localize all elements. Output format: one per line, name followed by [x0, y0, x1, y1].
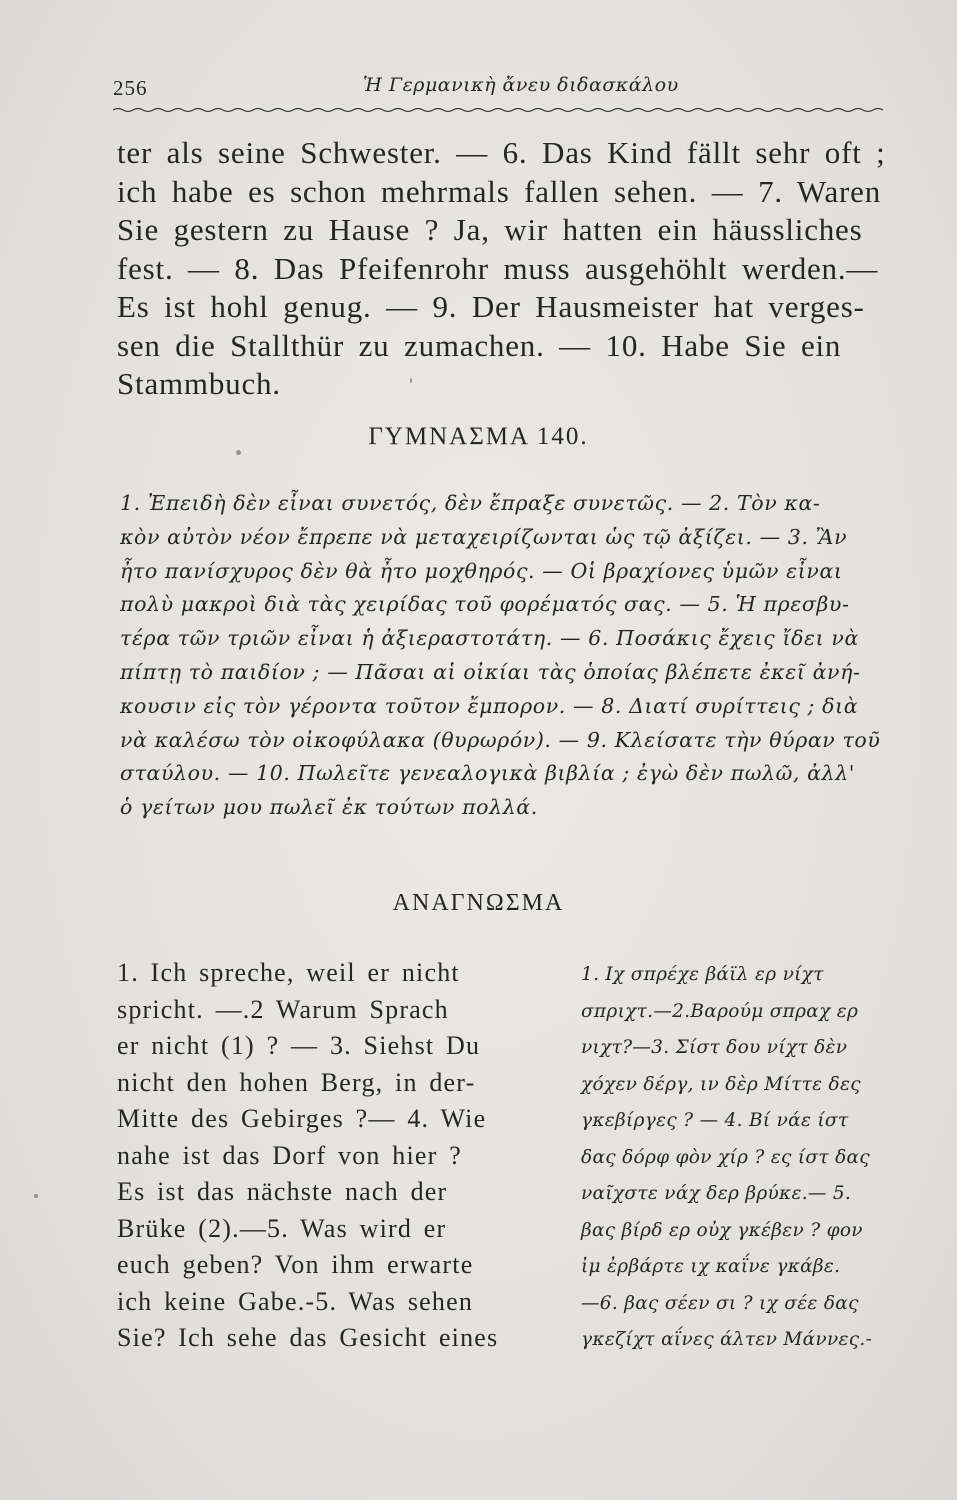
text-line: ὁ γείτων μου πωλεῖ ἐκ τούτων πολλά. [120, 795, 538, 820]
reading-german-column [117, 955, 557, 1357]
text-line: ich habe es schon mehrmals fallen sehen. — 7. Waren [117, 173, 882, 209]
paper-speck [236, 450, 241, 455]
exercise-heading: ΓΥΜΝΑΣΜΑ 140. [368, 423, 589, 450]
text-line: er nicht (1) ? — 3. Siehst Du [117, 1031, 481, 1060]
text-line: δας δόρφ φὸν χίρ ? ες ίστ δας [581, 1146, 870, 1168]
text-line: Stammbuch. [117, 366, 281, 401]
text-line: τέρα τῶν τριῶν εἶναι ἡ ἀξιεραστοτάτη. — 6. Ποσάκις ἔχεις ἴδει νὰ [120, 626, 859, 651]
text-line: 1. Ἐπειδὴ δὲν εἶναι συνετός, δὲν ἔπραξε συνετῶς. — 2. Τὸν κα- [120, 491, 821, 515]
text-line: βας βίρδ ερ οὐχ γκέβεν ? φον [581, 1219, 863, 1241]
text-line: 1. Ιχ σπρέχε βάϊλ ερ νίχτ [581, 964, 824, 985]
text-line: γκεβίργες ? — 4. Βί νάε ίστ [581, 1110, 849, 1131]
text-line: ἰμ ἐρβάρτε ιχ καΐνε γκάβε. [581, 1256, 841, 1277]
text-line: Mitte des Gebirges ?— 4. Wie [117, 1104, 487, 1133]
text-line: πολὺ μακροὶ διὰ τὰς χειρίδας τοῦ φορέματός σας. — 5. Ἡ πρεσβυ- [120, 592, 850, 617]
text-line: ter als seine Schwester. — 6. Das Kind fällt sehr oft ; [117, 135, 886, 170]
text-line: fest. — 8. Das Pfeifenrohr muss ausgehöhlt werden.— [117, 250, 879, 286]
text-line: —6. βας σέεν σι ? ιχ σέε δας [581, 1292, 859, 1314]
text-line: 1. Ich spreche, weil er nicht [117, 958, 460, 987]
text-line: Brüke (2).—5. Was wird er [117, 1213, 447, 1243]
text-line: nahe ist das Dorf von hier ? [117, 1140, 462, 1170]
text-line: κουσιν εἰς τὸν γέροντα τοῦτον ἔμπορον. — 8. Διατί συρίττεις ; διὰ [120, 693, 859, 718]
text-line: σπριχτ.—2.Βαρούμ σπραχ ερ [581, 1000, 859, 1022]
text-line: πίπτῃ τὸ παιδίον ; — Πᾶσαι αἱ οἰκίαι τὰς ὁποίας βλέπετε ἐκεῖ ἀνή- [120, 659, 861, 684]
text-line: sen die Stallthür zu zumachen. — 10. Habe Sie ein [117, 327, 842, 363]
text-line: spricht. —.2 Warum Sprach [117, 994, 449, 1024]
paper-speck [410, 378, 412, 383]
text-line: Sie gestern zu Hause ? Ja, wir hatten ein häussliches [117, 212, 863, 247]
header-rule [113, 106, 883, 114]
reading-heading: ΑΝΑΓΝΩΣΜΑ [392, 890, 565, 916]
reading-greek-pronunciation-column [581, 957, 911, 1359]
text-line: ἦτο πανίσχυρος δὲν θὰ ἦτο μοχθηρός. — Οἱ βραχίονες ὑμῶν εἶναι [120, 558, 843, 583]
text-line: νὰ καλέσω τὸν οἰκοφύλακα (θυρωρόν). — 9. Κλείσατε τὴν θύραν τοῦ [120, 727, 881, 752]
text-line: ναῖχστε νάχ δερ βρύκε.— 5. [581, 1183, 852, 1204]
greek-exercise-text [120, 487, 910, 825]
running-head [113, 74, 883, 104]
text-line: Sie? Ich sehe das Gesicht eines [117, 1323, 499, 1352]
text-line: ich keine Gabe.-5. Was sehen [117, 1286, 474, 1316]
text-line: κὸν αὐτὸν νέον ἔπρεπε νὰ μεταχειρίζωνται ὡς τῷ ἀξίζει. — 3. Ἂν [120, 524, 848, 549]
text-line: σταύλου. — 10. Πωλεῖτε γενεαλογικὰ βιβλία ; ἐγὼ δὲν πωλῶ, ἀλλ' [120, 761, 856, 786]
book-title: Ἡ Γερμανικὴ ἄνευ διδασκάλου [363, 74, 679, 96]
page-number: 256 [113, 76, 148, 100]
text-line: Es ist hohl genug. — 9. Der Hausmeister hat verges- [117, 289, 865, 324]
text-line: χόχεν δέργ, ιν δὲρ Μίττε δες [581, 1073, 861, 1095]
text-line: γκεζίχτ αΐνες άλτεν Μάννες.- [581, 1329, 873, 1350]
paper-speck [34, 1194, 38, 1198]
text-line: νιχτ?—3. Σίστ δου νίχτ δὲν [581, 1037, 848, 1058]
text-line: euch geben? Von ihm erwarte [117, 1250, 474, 1279]
text-line: Es ist das nächste nach der [117, 1177, 448, 1206]
german-sentences [117, 134, 907, 404]
text-line: nicht den hohen Berg, in der- [117, 1067, 476, 1097]
